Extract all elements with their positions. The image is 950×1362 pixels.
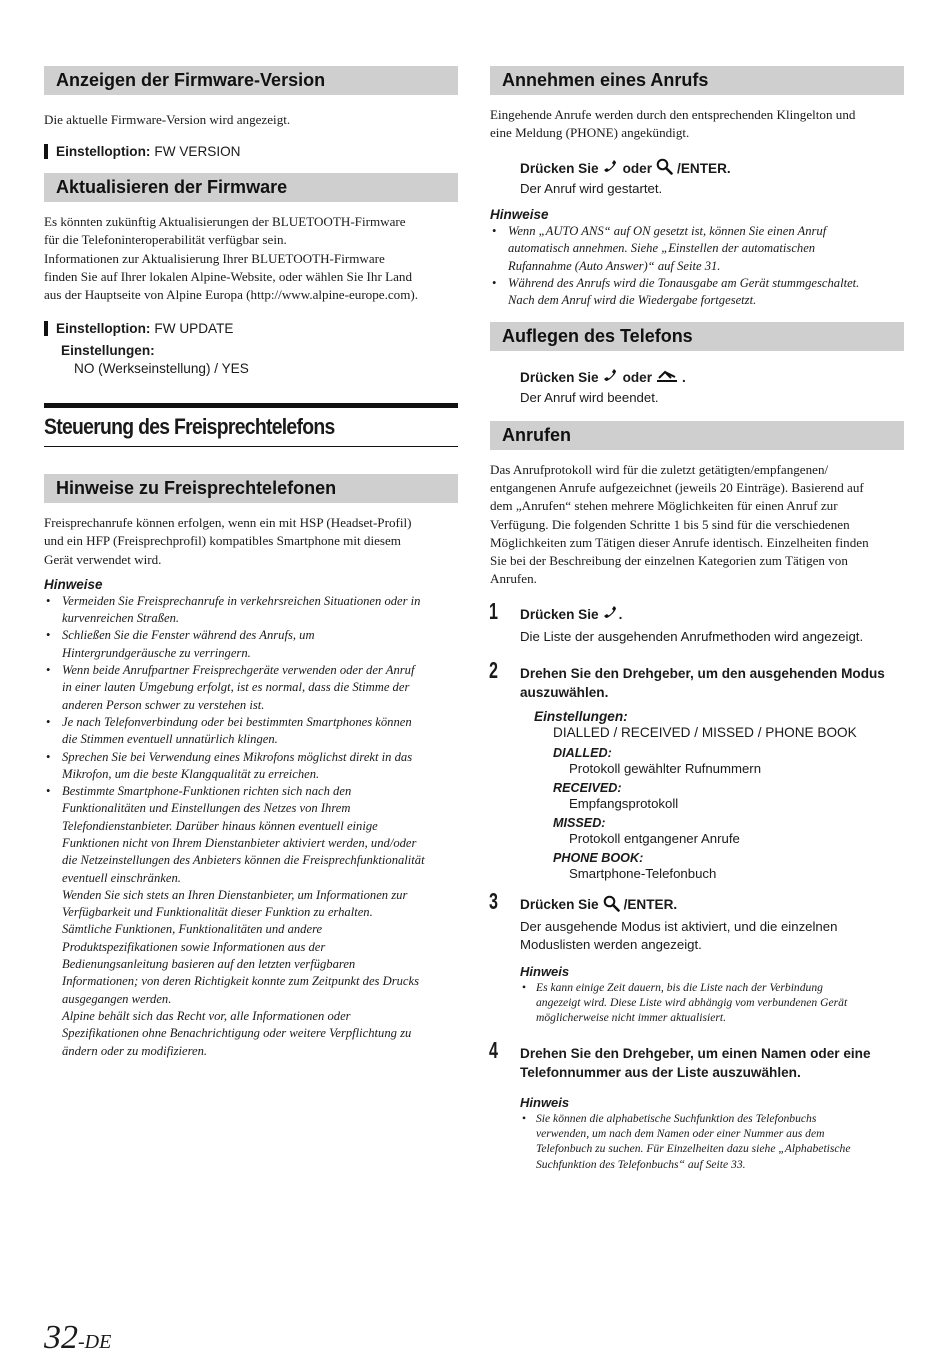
- step-1-instruction: [520, 605, 904, 624]
- press-prefix: Drücken Sie: [520, 607, 599, 623]
- option-value: FW UPDATE: [154, 321, 234, 337]
- text-line: und ein HFP (Freisprechprofil) kompatibles Smartphone mit diesem: [44, 533, 401, 549]
- step-number: 3: [489, 887, 498, 914]
- option-label: Einstelloption:: [56, 144, 151, 160]
- answer-text: [490, 106, 904, 142]
- step-3: [489, 887, 904, 1026]
- text-line: entgangenen Anrufe aufgezeichnet (jeweils 20 Einträge). Basierend auf: [490, 480, 864, 496]
- list-item: • Je nach Telefonverbindung oder bei bestimmten Smartphones können die Stimmen eventuell unnatürlich klingen.: [44, 714, 458, 749]
- list-item: • Wenn beide Anrufpartner Freisprechgeräte verwenden oder der Anruf in einer lauten Umgebung erfolgt, ist es normal, dass die Stimme der anderen Person schwer zu verstehen ist.: [44, 662, 458, 714]
- search-icon: [603, 895, 620, 915]
- list-item: • Schließen Sie die Fenster während des Anrufs, um Hintergrundgeräusche zu verringern.: [44, 627, 458, 662]
- list-item: • Vermeiden Sie Freisprechanrufe in verkehrsreichen Situationen oder in kurvenreichen Straßen.: [44, 593, 458, 628]
- step-2-instruction: Drehen Sie den Drehgeber, um den ausgehenden Modus auszuwählen.: [520, 665, 885, 701]
- chapter-title-text: Steuerung des Freisprechtelefons: [44, 414, 335, 440]
- right-column: [490, 66, 904, 1172]
- text-line: Verfügung. Die folgenden Schritte 1 bis 5 sind für die verschiedenen: [490, 516, 850, 532]
- call-text: [490, 461, 904, 588]
- step-1: [489, 598, 904, 647]
- text-line: Gerät verwendet wird.: [44, 551, 162, 567]
- step-number: 1: [489, 598, 498, 625]
- option-firmware-update: [44, 321, 458, 336]
- press-suffix: .: [618, 607, 623, 623]
- press-or: oder: [622, 370, 653, 386]
- step-3-instruction: [520, 895, 904, 915]
- text-line: Sie bei der Beschreibung der einzelnen Kategorien zum Tätigen von: [490, 552, 848, 568]
- settings-label: Einstellungen:: [61, 343, 155, 359]
- press-prefix: Drücken Sie: [520, 897, 599, 913]
- chapter-title: [44, 403, 458, 447]
- text-line: eine Meldung (PHONE) angekündigt.: [490, 125, 690, 141]
- text-line: Es könnten zukünftig Aktualisierungen der BLUETOOTH-Firmware: [44, 214, 406, 230]
- text-line: Das Anrufprotokoll wird für die zuletzt getätigten/empfangenen/: [490, 461, 829, 477]
- press-suffix: /ENTER.: [677, 160, 731, 176]
- phone-icon: [603, 159, 619, 178]
- page-number-suffix: -DE: [78, 1331, 112, 1353]
- heading-firmware-update: Aktualisieren der Firmware: [44, 173, 458, 202]
- option-bar-icon: [44, 321, 48, 336]
- step-number: 4: [489, 1036, 498, 1063]
- handsfree-text: [44, 514, 458, 569]
- list-item: • Sie können die alphabetische Suchfunktion des Telefonbuchs verwenden, um nach dem Namen oder einer Nummer aus dem Telefonbuch zu suchen. Für Einzelheiten dazu siehe „Alphabetische Suchfunktion des Telefonbuchs“ auf Seite 33.: [520, 1111, 904, 1172]
- press-prefix: Drücken Sie: [520, 370, 599, 386]
- settings-items: [534, 746, 904, 881]
- text-line: Möglichkeiten zum Tätigen dieser Anrufe identisch. Einzelheiten finden: [490, 534, 869, 550]
- list-item: DIALLED: Protokoll gewählter Rufnummern: [553, 745, 762, 776]
- answer-result: Der Anruf wird gestartet.: [520, 181, 663, 197]
- notes-title: Hinweise: [490, 206, 549, 222]
- handsfree-notes: [44, 593, 458, 1060]
- note-title: Hinweis: [520, 963, 570, 979]
- step-4-instruction: Drehen Sie den Drehgeber, um einen Namen oder eine Telefonnummer aus der Liste auszuwählen.: [520, 1045, 871, 1081]
- step-4-notes: [520, 1111, 904, 1172]
- search-icon: [656, 158, 673, 178]
- text-line: für die Telefoninteroperabilität verfügbar sein.: [44, 232, 287, 248]
- hangup-icon: [656, 369, 678, 386]
- firmware-version-text: Die aktuelle Firmware-Version wird angezeigt.: [44, 112, 291, 127]
- step-2: [489, 656, 904, 881]
- step-3-result: Der ausgehende Modus ist aktiviert, und die einzelnen Moduslisten werden angezeigt.: [520, 918, 838, 953]
- text-line: aus der Hauptseite von Alpine Europa (http://www.alpine-europe.com).: [44, 287, 419, 303]
- option-bar-icon: [44, 144, 48, 159]
- heading-handsfree: Hinweise zu Freisprechtelefonen: [44, 474, 458, 503]
- step-4: [489, 1036, 904, 1172]
- list-item: • Während des Anrufs wird die Tonausgabe am Gerät stummgeschaltet. Nach dem Anruf wird die Wiedergabe fortgesetzt.: [490, 275, 904, 310]
- text-line: finden Sie auf Ihrer lokalen Alpine-Website, oder wählen Sie Ihr Land: [44, 268, 412, 284]
- option-firmware-version: [44, 144, 458, 159]
- heading-hangup: Auflegen des Telefons: [490, 322, 904, 351]
- page-number: [44, 1318, 111, 1362]
- option-label: Einstelloption:: [56, 321, 151, 337]
- list-item: • Wenn „AUTO ANS“ auf ON gesetzt ist, können Sie einen Anruf automatisch annehmen. Siehe „Einstellen der automatischen Rufannahme (Auto Answer)“ auf Seite 31.: [490, 223, 904, 275]
- list-item: MISSED: Protokoll entgangener Anrufe: [553, 815, 740, 846]
- list-item: • Sprechen Sie bei Verwendung eines Mikrofons möglichst direkt in das Mikrofon, um die beste Klangqualität zu erreichen.: [44, 749, 458, 784]
- press-suffix: /ENTER.: [623, 897, 678, 913]
- step-number: 2: [489, 656, 498, 683]
- list-item: PHONE BOOK: Smartphone-Telefonbuch: [553, 850, 717, 881]
- hangup-instruction: [490, 368, 904, 387]
- list-item: • Es kann einige Zeit dauern, bis die Liste nach der Verbindung angezeigt wird. Diese Liste wird abhängig vom verbundenen Gerät möglicherweise nicht immer aktualisiert.: [520, 980, 904, 1026]
- text-line: Eingehende Anrufe werden durch den entsprechenden Klingelton und: [490, 107, 856, 122]
- text-line: Anrufen.: [490, 571, 537, 587]
- answer-instruction: [490, 158, 904, 178]
- text-line: Freisprechanrufe können erfolgen, wenn ein mit HSP (Headset-Profil): [44, 515, 412, 531]
- firmware-update-text: [44, 213, 458, 304]
- step-1-result: Die Liste der ausgehenden Anrufmethoden wird angezeigt.: [520, 629, 864, 645]
- note-title: Hinweis: [520, 1094, 570, 1110]
- page-number-value: 32: [44, 1319, 78, 1356]
- heading-answer-call: Annehmen eines Anrufs: [490, 66, 904, 95]
- settings-value: DIALLED / RECEIVED / MISSED / PHONE BOOK: [553, 724, 857, 740]
- notes-title: Hinweise: [44, 576, 103, 592]
- step-2-settings: [520, 709, 904, 881]
- left-column: [44, 66, 458, 1060]
- heading-firmware-version: Anzeigen der Firmware-Version: [44, 66, 458, 95]
- text-line: Informationen zur Aktualisierung Ihrer BLUETOOTH-Firmware: [44, 250, 385, 266]
- phone-icon: [603, 605, 619, 624]
- hangup-result: Der Anruf wird beendet.: [520, 390, 659, 406]
- answer-notes: [490, 223, 904, 309]
- phone-icon: [603, 368, 619, 387]
- press-prefix: Drücken Sie: [520, 160, 599, 176]
- settings-label: Einstellungen:: [534, 708, 628, 724]
- list-item: • Bestimmte Smartphone-Funktionen richten sich nach den Funktionalitäten und Einstellungen des Netzes von Ihrem Telefondienstanbieter. Darüber hinaus können eventuell einige Funktionen nicht von Ihrem Dienstanbieter aktiviert werden, und/oder die Netzeinstellungen des Anbieters können die Freisprechfunktionalität eventuell einschränken. Wenden Sie sich stets an Ihren Dienstanbieter, um Informationen zur Verfügbarkeit und Funktionalität dieser Funktion zu erhalten. Sämtliche Funktionen, Funktionalitäten und andere Produktspezifikationen sowie Informationen aus der Bedienungsanleitung basieren auf den letzten verfügbaren Informationen; von deren Richtigkeit konnte zum Zeitpunkt des Drucks ausgegangen werden. Alpine behält sich das Recht vor, alle Informationen oder Spezifikationen ohne Benachrichtigung oder weitere Verpflichtung zu ändern oder zu modifizieren.: [44, 783, 458, 1060]
- settings-value: NO (Werkseinstellung) / YES: [74, 361, 249, 377]
- list-item: RECEIVED: Empfangsprotokoll: [553, 780, 679, 811]
- text-line: dem „Anrufen“ stehen mehrere Möglichkeiten für einen Anruf zur: [490, 498, 838, 514]
- heading-call: Anrufen: [490, 421, 904, 450]
- option-value: FW VERSION: [154, 144, 241, 160]
- press-or: oder: [622, 160, 653, 176]
- press-suffix: .: [682, 370, 686, 386]
- step-3-notes: [520, 980, 904, 1026]
